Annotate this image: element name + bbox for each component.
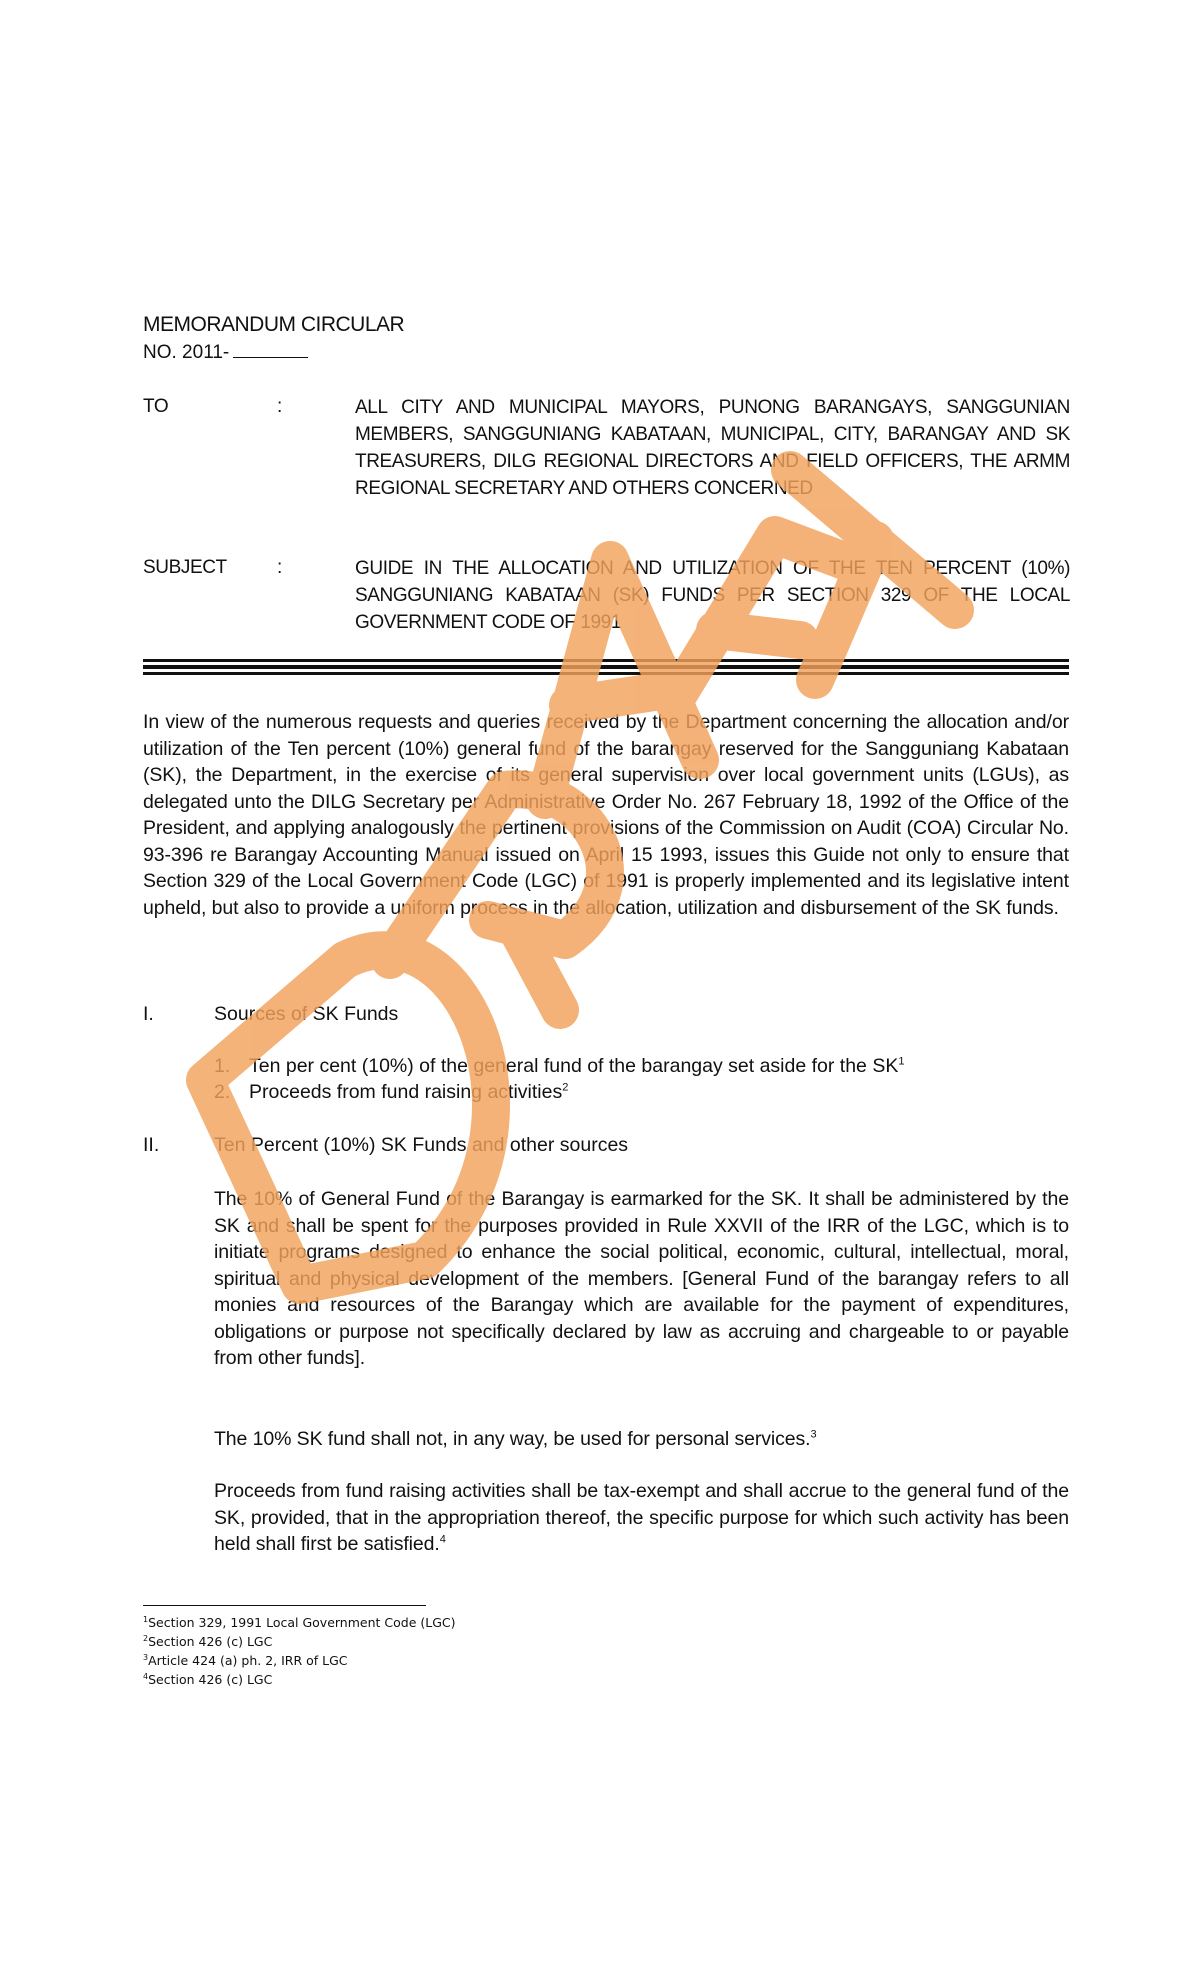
memo-number-text: NO. 2011- — [143, 342, 230, 363]
to-colon: : — [277, 396, 283, 417]
list-item — [214, 1055, 230, 1078]
footnote-separator — [143, 1605, 426, 1606]
footnote: $^1$Section 329, 1991 Local Government Code (LGC) — [143, 1614, 456, 1630]
subject-label: SUBJECT — [143, 557, 227, 578]
list-item — [214, 1081, 230, 1104]
section-2-paragraph-3: Proceeds from fund raising activities shall be tax-exempt and shall accrue to the general fund of the SK, provided, that in the appropriation thereof, the specific purpose for which such activity has been held shall first be satisfied.$^4$ — [214, 1480, 1069, 1555]
subject-colon: : — [277, 557, 283, 578]
footnote-ref: 4 — [439, 1533, 446, 1546]
footnote: $^3$Article 424 (a) ph. 2, IRR of LGC — [143, 1652, 348, 1668]
footnote-ref: 2 — [562, 1081, 569, 1094]
list-item-text: Proceeds from fund raising activities$^2$ — [249, 1081, 569, 1103]
section-2-title: Ten Percent (10%) SK Funds and other sources — [214, 1134, 629, 1156]
footnote-ref: 3 — [810, 1428, 817, 1441]
to-label: TO — [143, 396, 169, 417]
list-item-text: Ten per cent (10%) of the general fund of the barangay set aside for the $SK^1$ — [249, 1055, 905, 1077]
section-2-paragraph-1: The 10% of General Fund of the Barangay is earmarked for the SK. It shall be administered by the SK and shall be spent for the purposes provided in Rule XXVII of the IRR of the LGC, which is to initiate programs designed to enhance the social political, economic, cultural, intellectual, moral, spiritual and physical development of the members. [General Fund of the barangay refers to all monies and resources of the Barangay which are available for the payment of expenditures, obligations or purpose not specifically declared by law as accruing and chargeable to or payable from other funds]. — [214, 1188, 1069, 1369]
header-divider — [143, 659, 1069, 675]
section-2-number: II. — [143, 1134, 160, 1156]
section-2-paragraph-2: The 10% SK fund shall not, in any way, be used for personal services.$^3$ — [214, 1428, 817, 1450]
to-recipients: ALL CITY AND MUNICIPAL MAYORS, PUNONG BARANGAYS, SANGGUNIAN MEMBERS, SANGGUNIANG KABATAAN, MUNICIPAL, CITY, BARANGAY AND SK TREASURERS, DILG REGIONAL DIRECTORS AND FIELD OFFICERS, THE ARMM REGIONAL SECRETARY AND OTHERS CONCERNED — [355, 397, 1070, 499]
section-1-title: Sources of SK Funds — [214, 1003, 399, 1025]
memo-number — [143, 342, 308, 364]
memo-number-blank — [233, 343, 308, 358]
footnote: $^2$Section 426 (c) LGC — [143, 1633, 273, 1649]
list-item-number: 2. — [214, 1081, 231, 1103]
footnote: $^4$Section 426 (c) LGC — [143, 1671, 273, 1687]
memo-title: MEMORANDUM CIRCULAR — [143, 313, 405, 336]
intro-paragraph: In view of the numerous requests and queries received by the Department concerning the allocation and/or utilization of the Ten percent (10%) general fund of the barangay reserved for the Sangguniang Kabataan (SK), the Department, in the exercise of its general supervision over local government units (LGUs), as delegated unto the DILG Secretary per Administrative Order No. 267 February 18, 1992 of the Office of the President, and applying analogously the pertinent provisions of the Commission on Audit (COA) Circular No. 93-396 re Barangay Accounting Manual issued on April 15 1993, issues this Guide not only to ensure that Section 329 of the Local Government Code (LGC) of 1991 is properly implemented and its legislative intent upheld, but also to provide a uniform process in the allocation, utilization and disbursement of the SK funds. — [143, 711, 1069, 919]
list-item-number: 1. — [214, 1055, 231, 1077]
footnote-ref: 1 — [898, 1055, 905, 1068]
section-1-number: I. — [143, 1003, 154, 1025]
subject-text: GUIDE IN THE ALLOCATION AND UTILIZATION OF THE TEN PERCENT (10%) SANGGUNIANG KABATAAN (SK) FUNDS PER SECTION 329 OF THE LOCAL GOVERNMENT CODE OF 1991 — [355, 558, 1070, 633]
